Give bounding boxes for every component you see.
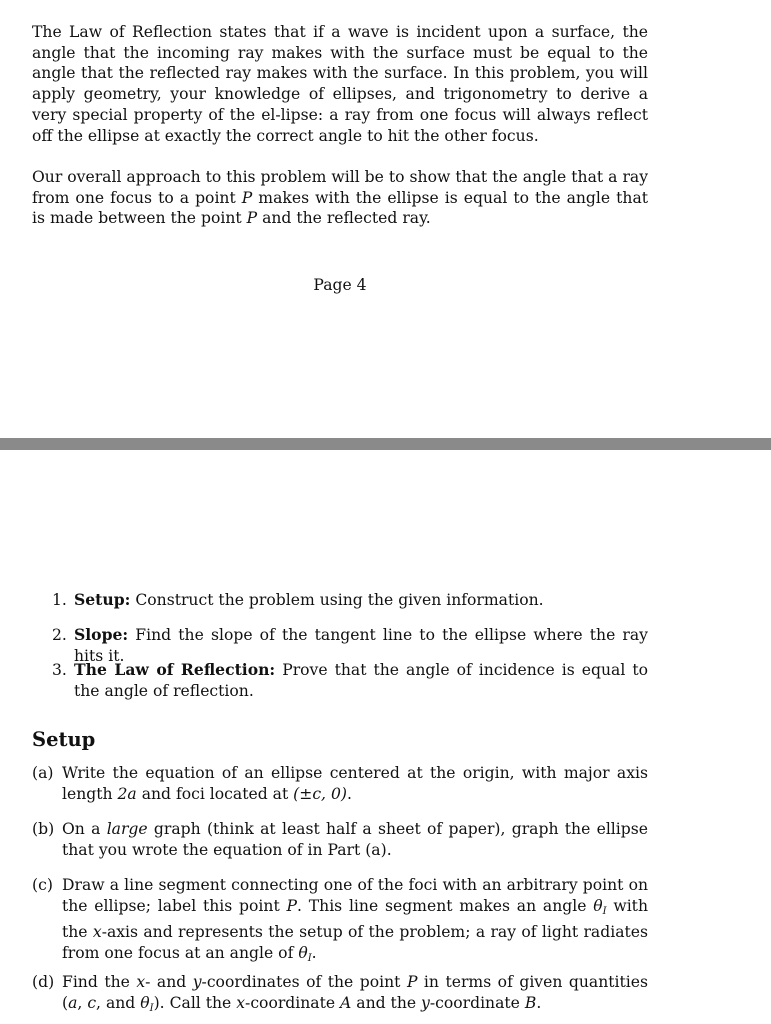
intro-paragraph: The Law of Reflection states that if a wave is incident upon a surface, the angle that the incoming ray makes with the surface must be equal to the angle that the reflected ray makes with the surface. In this problem, you will apply geometry, your knowledge of ellipses, and trigonometry to derive a very special property of the el-lipse: a ray from one focus will always reflect off the ellipse at exactly the correct angle to hit the other focus. xyxy=(32,23,648,145)
page-separator xyxy=(0,438,771,450)
list-item: 1. Setup: Construct the problem using the given information. xyxy=(52,590,544,609)
part-c: (c) Draw a line segment connecting one of the foci with an arbitrary point on the ellipse; label this point P. This line segment makes an angle $\theta_I$ with the x-axis and represents the setup of the problem; a ray of light radiates from one focus at an angle of $\theta_I$. xyxy=(32,876,648,965)
page-number: Page 4 xyxy=(313,276,367,294)
document-page-top xyxy=(0,0,771,438)
list-item: 2. Slope: Find the slope of the tangent line to the ellipse where the ray hits it. xyxy=(52,625,648,665)
step-title: The Law of Reflection: xyxy=(74,660,276,679)
list-item: 3. The Law of Reflection: Prove that the angle of incidence is equal to the angle of reflection. xyxy=(52,660,648,700)
approach-paragraph: Our overall approach to this problem will be to show that the angle that a ray from one focus to a point P makes with the ellipse is equal to the angle that is made between the point P and the reflected ray. xyxy=(32,168,649,228)
document-page-bottom xyxy=(0,450,771,1024)
part-b: (b) On a large graph (think at least half a sheet of paper), graph the ellipse that you wrote the equation of in Part (a). xyxy=(32,820,648,859)
step-title: Setup: xyxy=(74,590,131,609)
step-title: Slope: xyxy=(74,625,129,644)
part-d: (d) Find the x- and y-coordinates of the point P in terms of given quantities (a, c, and $\theta_I$). Call the x-coordinate A and the y-coordinate B. xyxy=(32,973,648,1014)
section-heading-setup: Setup xyxy=(32,728,96,751)
part-a: (a) Write the equation of an ellipse centered at the origin, with major axis length 2a and foci located at (±c, 0). xyxy=(32,764,648,803)
